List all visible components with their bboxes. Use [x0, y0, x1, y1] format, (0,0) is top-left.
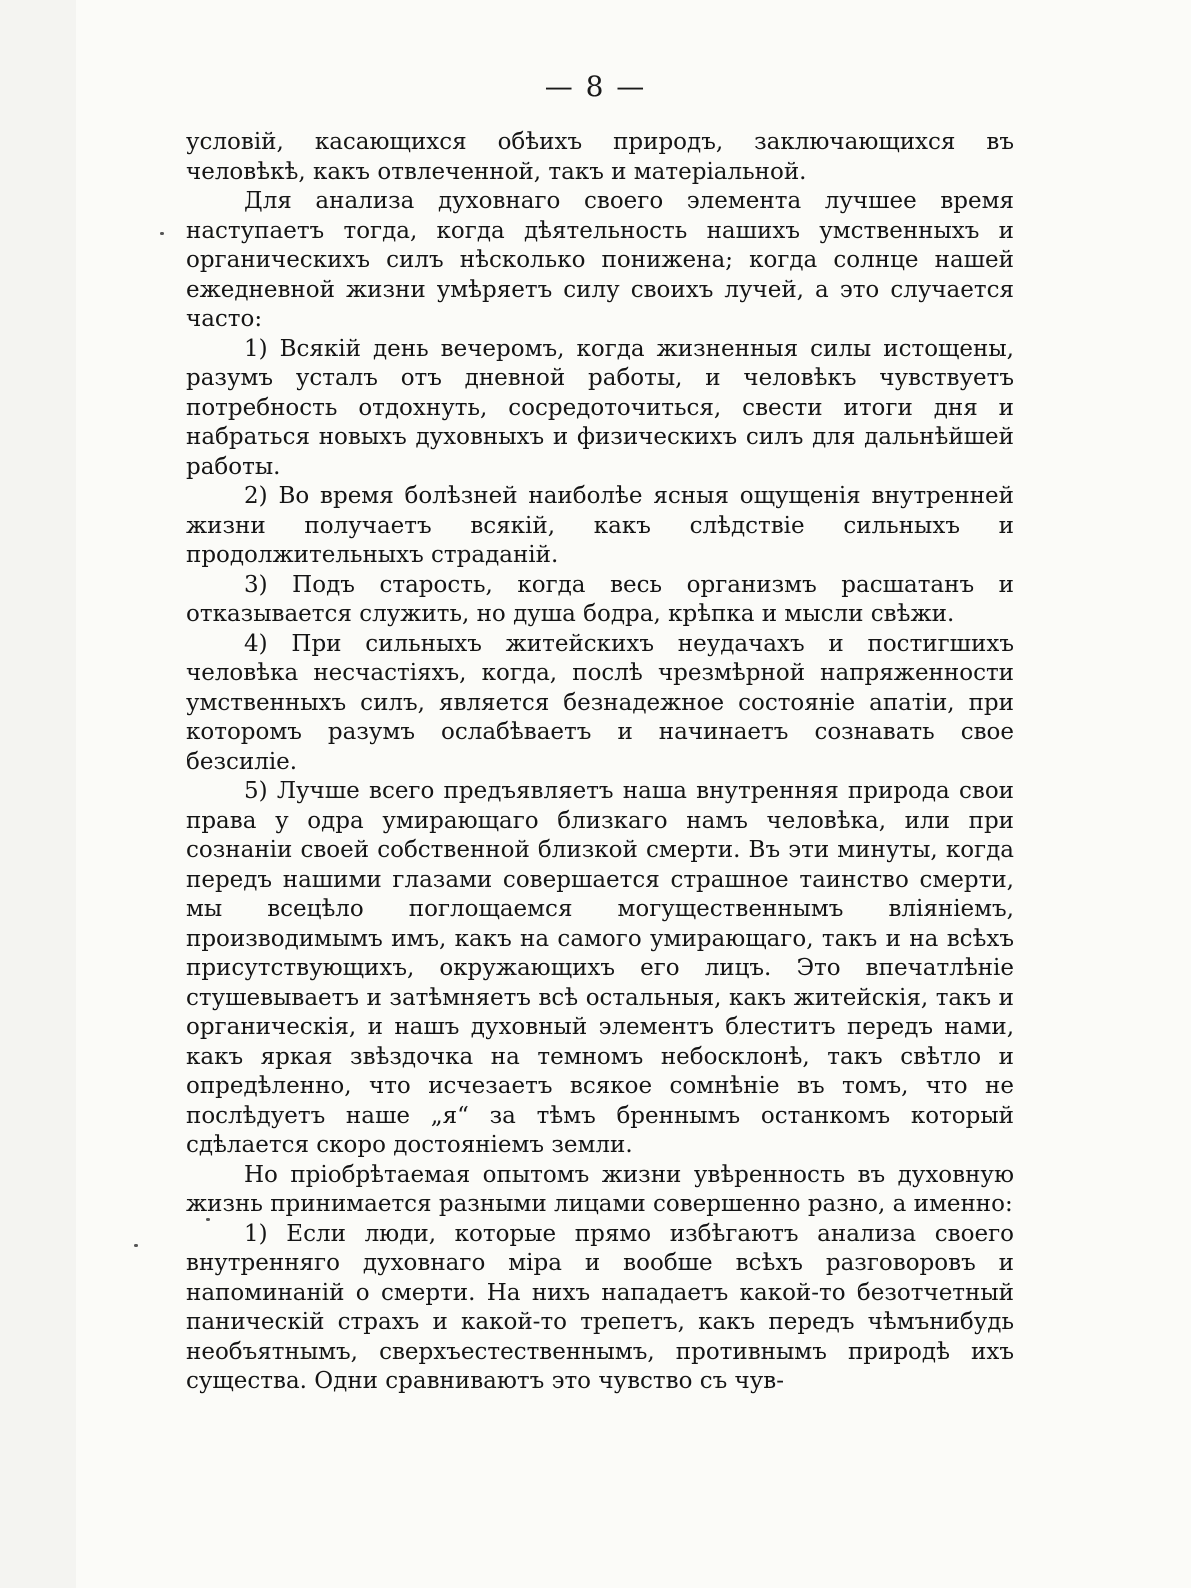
scan-speck: [134, 1244, 138, 1247]
scan-speck: [160, 232, 164, 235]
scan-margin: [0, 0, 76, 1588]
page-number: — 8 —: [544, 70, 647, 103]
page-body: [186, 128, 1014, 1397]
paragraph-item-3-old-age: 3) Подъ старость, когда весь организмъ расшатанъ и отказывается служить, но душа бодра, крѣпка и мысли свѣжи.: [186, 571, 1014, 627]
paragraph-analysis-time: Для анализа духовнаго своего элемента лучшее время наступаетъ тогда, когда дѣятельность нашихъ умственныхъ и органическихъ силъ нѣсколько понижена; когда солнце нашей ежедневной жизни умѣряетъ силу своихъ лучей, а это случается часто:: [186, 188, 1014, 332]
paragraph-item-5-deathbed: 5) Лучше всего предъявляетъ наша внутренняя природа свои права у одра умирающаго близкаго намъ человѣка, или при сознаніи своей собственной близкой смерти. Въ эти минуты, когда передъ нашими глазами совершается страшное таинство смерти, мы всецѣло поглощаемся могущественнымъ вліяніемъ, производимымъ имъ, какъ на самого умирающаго, такъ и на всѣхъ присутствующихъ, окружающихъ его лицъ. Это впечатлѣніе стушевываетъ и затѣмняетъ всѣ остальныя, какъ житейскія, такъ и органическія, и нашъ духовный элементъ блеститъ передъ нами, какъ яркая звѣздочка на темномъ небосклонѣ, такъ свѣтло и опредѣленно, что исчезаетъ всякое сомнѣніе въ томъ, что не послѣдуетъ наше „я“ за тѣмъ бреннымъ останкомъ который сдѣлается скоро достояніемъ земли.: [186, 778, 1014, 1158]
paragraph-reaction-1: 1) Если люди, которые прямо избѣгаютъ анализа своего внутренняго духовнаго міра и вообше всѣхъ разговоровъ и напоминаній о смерти. На нихъ нападаетъ какой-то безотчетный паническій страхъ и какой-то трепетъ, какъ передъ чѣмънибудь необъятнымъ, сверхъестественнымъ, противнымъ природѣ ихъ существа. Одни сравниваютъ это чувство съ чув-: [186, 1220, 1014, 1394]
paragraph-item-2-illness: 2) Во время болѣзней наиболѣе ясныя ощущенія внутренней жизни получаетъ всякій, какъ слѣдствіе сильныхъ и продолжительныхъ страданій.: [186, 483, 1014, 568]
scan-speck: [206, 1218, 210, 1221]
paragraph-acquired-confidence: Но пріобрѣтаемая опытомъ жизни увѣренность въ духовную жизнь принимается разными лицами совершенно разно, а именно:: [186, 1161, 1014, 1217]
paragraph-continuation: условій, касающихся обѣихъ природъ, заключающихся въ человѣкѣ, какъ отвлеченной, такъ и матеріальной.: [186, 129, 1014, 185]
paragraph-item-4-misfortune: 4) При сильныхъ житейскихъ неудачахъ и постигшихъ человѣка несчастіяхъ, когда, послѣ чрезмѣрной напряженности умственныхъ силъ, является безнадежное состояніе апатіи, при которомъ разумъ ослабѣваетъ и начинаетъ сознавать свое безсиліе.: [186, 630, 1014, 775]
paragraph-item-1-evening: 1) Всякій день вечеромъ, когда жизненныя силы истощены, разумъ усталъ отъ дневной работы, и человѣкъ чувствуетъ потребность отдохнуть, сосредоточиться, свести итоги дня и набраться новыхъ духовныхъ и физическихъ силъ для дальнѣйшей работы.: [186, 335, 1014, 480]
